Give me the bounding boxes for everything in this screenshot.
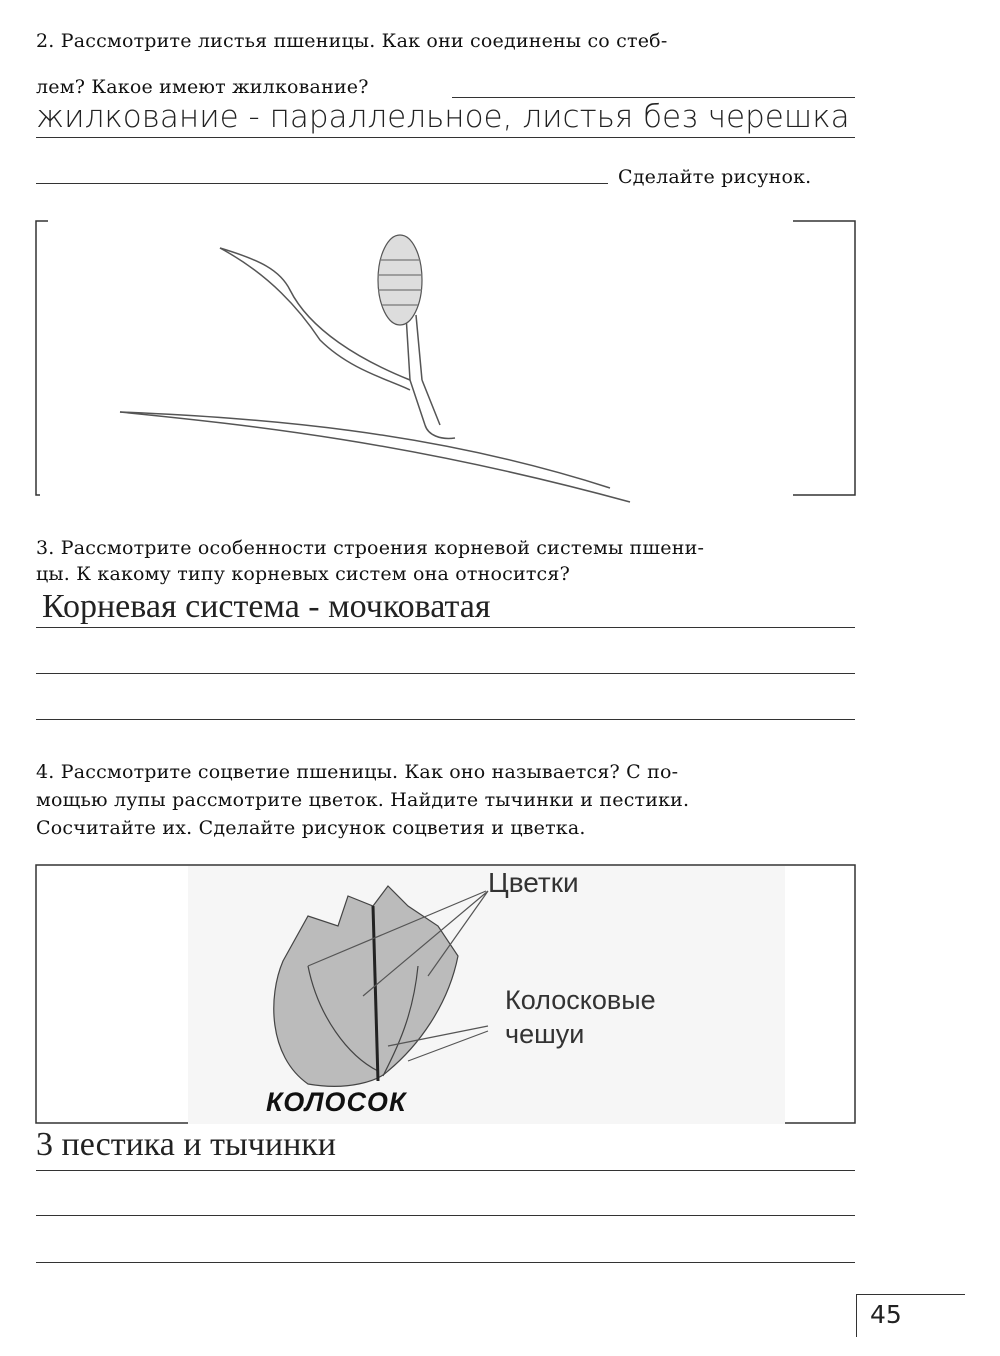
answer-line xyxy=(36,137,855,138)
wheat-stem-drawing xyxy=(110,220,650,510)
spikelet-figure xyxy=(188,866,785,1124)
label-glumes-1: Колосковые xyxy=(505,985,656,1015)
task3-question-line1: 3. Рассмотрите особенности строения корневой системы пшени- xyxy=(36,537,705,559)
answer-line xyxy=(36,1170,855,1171)
task2-question-line1: 2. Рассмотрите листья пшеницы. Как они соединены со стеб- xyxy=(36,30,668,52)
task2-instruction: Сделайте рисунок. xyxy=(618,166,812,188)
answer-line xyxy=(36,719,855,720)
label-glumes-2: чешуи xyxy=(505,1019,585,1049)
answer-line xyxy=(36,1215,855,1216)
task3-question-line2: цы. К какому типу корневых систем она относится? xyxy=(36,563,570,585)
answer-line xyxy=(36,627,855,628)
answer-line xyxy=(452,97,855,98)
page-number-box xyxy=(856,1294,965,1337)
task4-question-line1: 4. Рассмотрите соцветие пшеницы. Как оно называется? С по- xyxy=(36,761,679,783)
wheat-spike xyxy=(378,235,422,325)
task3-answer[interactable]: Корневая система - мочковатая xyxy=(42,588,491,625)
figure-caption: КОЛОСОК xyxy=(266,1087,407,1117)
answer-line xyxy=(36,183,608,184)
label-flowers: Цветки xyxy=(488,867,579,898)
task4-question-line2: мощью лупы рассмотрите цветок. Найдите тычинки и пестики. xyxy=(36,789,690,811)
page-number: 45 xyxy=(870,1300,902,1329)
answer-line xyxy=(36,673,855,674)
task4-answer[interactable]: 3 пестика и тычинки xyxy=(36,1126,336,1163)
task2-answer[interactable]: жилкование - параллельное, листья без черешка xyxy=(36,99,850,135)
task4-question-line3: Сосчитайте их. Сделайте рисунок соцветия и цветка. xyxy=(36,817,586,839)
spikelet-illustration xyxy=(188,866,785,1124)
task2-question-line2: лем? Какое имеют жилкование? xyxy=(36,76,369,98)
answer-line xyxy=(36,1262,855,1263)
